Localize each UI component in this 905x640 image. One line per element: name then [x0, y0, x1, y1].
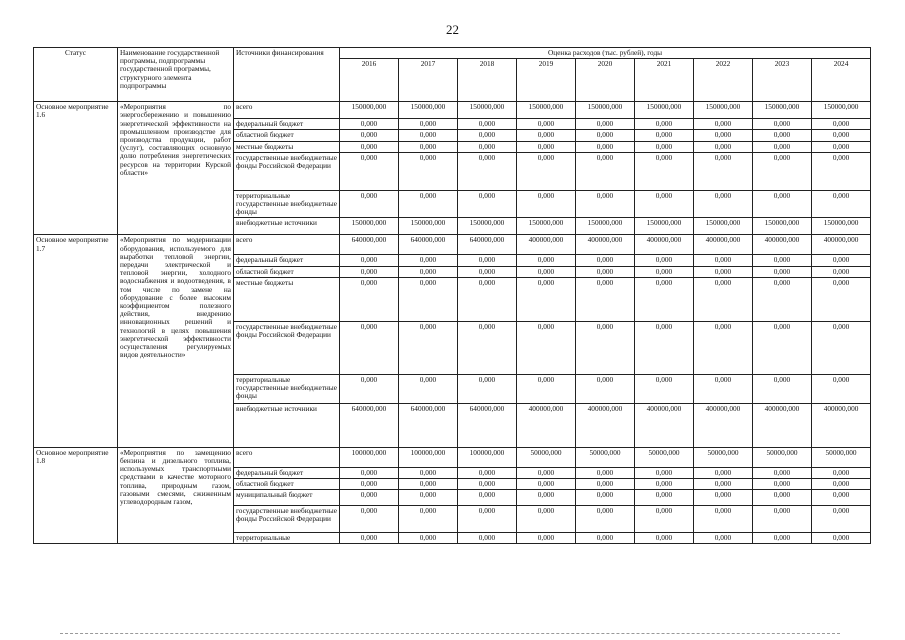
amount-cell: 0,000 [753, 277, 812, 321]
amount-cell: 0,000 [753, 490, 812, 506]
amount-cell: 0,000 [812, 190, 871, 218]
funding-source-cell: федеральный бюджет [234, 467, 340, 478]
amount-cell: 0,000 [517, 190, 576, 218]
amount-cell: 0,000 [635, 266, 694, 277]
amount-cell: 0,000 [576, 374, 635, 403]
amount-cell: 0,000 [635, 321, 694, 374]
amount-cell: 0,000 [340, 490, 399, 506]
table-header [34, 48, 871, 102]
amount-cell: 0,000 [399, 152, 458, 190]
amount-cell: 0,000 [576, 141, 635, 152]
amount-cell: 0,000 [399, 374, 458, 403]
amount-cell: 0,000 [576, 119, 635, 130]
amount-cell: 0,000 [458, 533, 517, 544]
amount-cell: 0,000 [694, 479, 753, 490]
amount-cell: 0,000 [517, 255, 576, 266]
measure-name-cell: «Мероприятия по модернизации оборудования, используемого для выработки тепловой энергии, передачи электрической и тепловой энергии, холодного водоснабжения и водоотведения, в том числе по замене на оборудование с более высоким коэффициентом полезного действия, внедрению инновационных решений и технологий в целях повышения энергетической эффективности осуществления регулируемых видов деятельности» [118, 235, 234, 447]
amount-cell: 0,000 [340, 255, 399, 266]
amount-cell: 0,000 [635, 130, 694, 141]
amount-cell: 0,000 [458, 152, 517, 190]
table-row [34, 447, 871, 467]
funding-source-cell: государственные внебюджетные фонды Российской Федерации [234, 321, 340, 374]
amount-cell: 0,000 [694, 277, 753, 321]
funding-source-cell: территориальные [234, 533, 340, 544]
amount-cell: 0,000 [458, 374, 517, 403]
amount-cell: 0,000 [753, 479, 812, 490]
amount-cell: 0,000 [458, 506, 517, 533]
amount-cell: 0,000 [812, 266, 871, 277]
amount-cell: 0,000 [340, 277, 399, 321]
amount-cell: 0,000 [458, 321, 517, 374]
amount-cell: 0,000 [812, 490, 871, 506]
funding-source-cell: всего [234, 102, 340, 119]
amount-cell: 0,000 [399, 506, 458, 533]
amount-cell: 400000,000 [694, 403, 753, 447]
amount-cell: 0,000 [694, 374, 753, 403]
funding-source-cell: внебюджетные источники [234, 218, 340, 235]
amount-cell: 0,000 [340, 141, 399, 152]
amount-cell: 0,000 [517, 533, 576, 544]
amount-cell: 400000,000 [812, 403, 871, 447]
funding-source-cell: территориальные государственные внебюджетные фонды [234, 374, 340, 403]
amount-cell: 0,000 [694, 490, 753, 506]
amount-cell: 0,000 [812, 374, 871, 403]
funding-source-cell: областной бюджет [234, 479, 340, 490]
amount-cell: 0,000 [517, 130, 576, 141]
amount-cell: 150000,000 [399, 218, 458, 235]
amount-cell: 0,000 [753, 190, 812, 218]
amount-cell: 0,000 [635, 490, 694, 506]
table-row [34, 102, 871, 119]
amount-cell: 50000,000 [635, 447, 694, 467]
amount-cell: 100000,000 [399, 447, 458, 467]
amount-cell: 150000,000 [576, 218, 635, 235]
amount-cell: 0,000 [812, 533, 871, 544]
amount-cell: 0,000 [517, 277, 576, 321]
amount-cell: 0,000 [753, 266, 812, 277]
amount-cell: 0,000 [694, 266, 753, 277]
amount-cell: 0,000 [753, 506, 812, 533]
page-number: 22 [446, 22, 459, 37]
amount-cell: 0,000 [576, 479, 635, 490]
amount-cell: 0,000 [576, 266, 635, 277]
amount-cell: 0,000 [753, 119, 812, 130]
amount-cell: 150000,000 [576, 102, 635, 119]
amount-cell: 0,000 [399, 255, 458, 266]
funding-source-cell: внебюджетные источники [234, 403, 340, 447]
amount-cell: 150000,000 [458, 218, 517, 235]
funding-source-cell: федеральный бюджет [234, 255, 340, 266]
amount-cell: 0,000 [517, 119, 576, 130]
amount-cell: 0,000 [340, 479, 399, 490]
amount-cell: 0,000 [399, 130, 458, 141]
header-year: 2017 [399, 59, 458, 102]
amount-cell: 0,000 [812, 141, 871, 152]
amount-cell: 0,000 [635, 533, 694, 544]
amount-cell: 640000,000 [340, 235, 399, 255]
amount-cell: 0,000 [458, 119, 517, 130]
amount-cell: 400000,000 [576, 403, 635, 447]
amount-cell: 0,000 [812, 321, 871, 374]
amount-cell: 150000,000 [458, 102, 517, 119]
amount-cell: 0,000 [635, 152, 694, 190]
amount-cell: 0,000 [458, 467, 517, 478]
amount-cell: 150000,000 [635, 218, 694, 235]
funding-source-cell: областной бюджет [234, 130, 340, 141]
amount-cell: 640000,000 [399, 403, 458, 447]
amount-cell: 100000,000 [458, 447, 517, 467]
amount-cell: 0,000 [399, 533, 458, 544]
funding-source-cell: территориальные государственные внебюджетные фонды [234, 190, 340, 218]
amount-cell: 0,000 [458, 490, 517, 506]
amount-cell: 0,000 [399, 467, 458, 478]
amount-cell: 50000,000 [576, 447, 635, 467]
status-cell: Основное мероприятие 1.7 [34, 235, 118, 447]
amount-cell: 0,000 [576, 130, 635, 141]
amount-cell: 150000,000 [340, 102, 399, 119]
amount-cell: 0,000 [812, 152, 871, 190]
header-year: 2020 [576, 59, 635, 102]
header-year: 2021 [635, 59, 694, 102]
amount-cell: 400000,000 [517, 235, 576, 255]
header-year: 2022 [694, 59, 753, 102]
amount-cell: 0,000 [812, 506, 871, 533]
amount-cell: 0,000 [517, 467, 576, 478]
amount-cell: 0,000 [458, 190, 517, 218]
amount-cell: 400000,000 [635, 235, 694, 255]
amount-cell: 0,000 [576, 467, 635, 478]
amount-cell: 0,000 [340, 130, 399, 141]
amount-cell: 0,000 [694, 130, 753, 141]
status-cell: Основное мероприятие 1.6 [34, 102, 118, 235]
amount-cell: 0,000 [812, 255, 871, 266]
table-row [34, 235, 871, 255]
amount-cell: 0,000 [694, 467, 753, 478]
amount-cell: 0,000 [635, 255, 694, 266]
header-year: 2019 [517, 59, 576, 102]
amount-cell: 0,000 [694, 255, 753, 266]
amount-cell: 0,000 [812, 130, 871, 141]
funding-source-cell: муниципальный бюджет [234, 490, 340, 506]
amount-cell: 400000,000 [753, 235, 812, 255]
amount-cell: 0,000 [517, 479, 576, 490]
funding-source-cell: местные бюджеты [234, 277, 340, 321]
amount-cell: 0,000 [517, 490, 576, 506]
header-year: 2016 [340, 59, 399, 102]
amount-cell: 0,000 [340, 266, 399, 277]
amount-cell: 0,000 [753, 467, 812, 478]
amount-cell: 0,000 [694, 141, 753, 152]
page-bottom-rule [60, 633, 840, 636]
amount-cell: 640000,000 [399, 235, 458, 255]
budget-table [33, 47, 871, 544]
funding-source-cell: федеральный бюджет [234, 119, 340, 130]
amount-cell: 0,000 [635, 141, 694, 152]
amount-cell: 400000,000 [576, 235, 635, 255]
amount-cell: 0,000 [517, 374, 576, 403]
amount-cell: 0,000 [517, 321, 576, 374]
amount-cell: 0,000 [458, 479, 517, 490]
amount-cell: 0,000 [753, 152, 812, 190]
amount-cell: 0,000 [576, 490, 635, 506]
amount-cell: 0,000 [517, 141, 576, 152]
amount-cell: 0,000 [340, 467, 399, 478]
amount-cell: 0,000 [340, 152, 399, 190]
header-year: 2024 [812, 59, 871, 102]
header-year: 2018 [458, 59, 517, 102]
amount-cell: 0,000 [399, 190, 458, 218]
amount-cell: 0,000 [635, 190, 694, 218]
funding-source-cell: государственные внебюджетные фонды Российской Федерации [234, 506, 340, 533]
amount-cell: 400000,000 [517, 403, 576, 447]
amount-cell: 0,000 [635, 479, 694, 490]
amount-cell: 150000,000 [635, 102, 694, 119]
amount-cell: 150000,000 [694, 218, 753, 235]
amount-cell: 0,000 [812, 119, 871, 130]
amount-cell: 150000,000 [517, 218, 576, 235]
amount-cell: 0,000 [694, 506, 753, 533]
amount-cell: 0,000 [399, 266, 458, 277]
amount-cell: 0,000 [458, 130, 517, 141]
amount-cell: 0,000 [399, 277, 458, 321]
table-body [34, 102, 871, 544]
funding-source-cell: местные бюджеты [234, 141, 340, 152]
amount-cell: 150000,000 [753, 218, 812, 235]
amount-cell: 150000,000 [812, 102, 871, 119]
amount-cell: 0,000 [399, 119, 458, 130]
amount-cell: 0,000 [576, 506, 635, 533]
amount-cell: 0,000 [635, 467, 694, 478]
amount-cell: 0,000 [340, 374, 399, 403]
amount-cell: 0,000 [340, 119, 399, 130]
amount-cell: 0,000 [458, 141, 517, 152]
status-cell: Основное мероприятие 1.8 [34, 447, 118, 544]
amount-cell: 150000,000 [399, 102, 458, 119]
amount-cell: 0,000 [812, 277, 871, 321]
amount-cell: 50000,000 [812, 447, 871, 467]
amount-cell: 0,000 [399, 490, 458, 506]
amount-cell: 0,000 [753, 374, 812, 403]
amount-cell: 150000,000 [753, 102, 812, 119]
header-year: 2023 [753, 59, 812, 102]
amount-cell: 0,000 [340, 190, 399, 218]
amount-cell: 400000,000 [753, 403, 812, 447]
amount-cell: 0,000 [812, 467, 871, 478]
amount-cell: 0,000 [458, 255, 517, 266]
amount-cell: 0,000 [517, 152, 576, 190]
amount-cell: 0,000 [458, 266, 517, 277]
amount-cell: 0,000 [517, 506, 576, 533]
measure-name-cell: «Мероприятия по замещению бензина и дизельного топлива, используемых транспортными средствами в качестве моторного топлива, природным газом, газовыми смесями, сжиженным углеводородным газом, [118, 447, 234, 544]
header-estimate: Оценка расходов (тыс. рублей), годы [340, 48, 871, 59]
amount-cell: 0,000 [694, 190, 753, 218]
funding-source-cell: всего [234, 235, 340, 255]
funding-source-cell: всего [234, 447, 340, 467]
amount-cell: 0,000 [458, 277, 517, 321]
amount-cell: 0,000 [635, 374, 694, 403]
amount-cell: 0,000 [753, 255, 812, 266]
amount-cell: 50000,000 [517, 447, 576, 467]
amount-cell: 400000,000 [812, 235, 871, 255]
amount-cell: 150000,000 [812, 218, 871, 235]
amount-cell: 0,000 [576, 321, 635, 374]
amount-cell: 0,000 [340, 321, 399, 374]
amount-cell: 0,000 [635, 119, 694, 130]
amount-cell: 400000,000 [635, 403, 694, 447]
amount-cell: 50000,000 [694, 447, 753, 467]
header-name: Наименование государственной программы, подпрограммы государственной программы, структурного элемента подпрограммы [118, 48, 234, 102]
amount-cell: 0,000 [576, 255, 635, 266]
amount-cell: 100000,000 [340, 447, 399, 467]
amount-cell: 0,000 [753, 321, 812, 374]
amount-cell: 50000,000 [753, 447, 812, 467]
amount-cell: 0,000 [753, 141, 812, 152]
amount-cell: 0,000 [635, 506, 694, 533]
amount-cell: 0,000 [694, 533, 753, 544]
amount-cell: 0,000 [753, 130, 812, 141]
amount-cell: 150000,000 [694, 102, 753, 119]
amount-cell: 0,000 [576, 533, 635, 544]
amount-cell: 0,000 [399, 479, 458, 490]
header-status: Статус [34, 48, 118, 102]
amount-cell: 640000,000 [340, 403, 399, 447]
amount-cell: 0,000 [340, 506, 399, 533]
amount-cell: 640000,000 [458, 235, 517, 255]
amount-cell: 0,000 [340, 533, 399, 544]
amount-cell: 150000,000 [340, 218, 399, 235]
amount-cell: 0,000 [694, 152, 753, 190]
header-sources: Источники финансирования [234, 48, 340, 102]
amount-cell: 0,000 [399, 141, 458, 152]
amount-cell: 0,000 [399, 321, 458, 374]
amount-cell: 0,000 [694, 119, 753, 130]
amount-cell: 0,000 [576, 190, 635, 218]
funding-source-cell: государственные внебюджетные фонды Российской Федерации [234, 152, 340, 190]
amount-cell: 0,000 [576, 152, 635, 190]
amount-cell: 0,000 [576, 277, 635, 321]
funding-source-cell: областной бюджет [234, 266, 340, 277]
amount-cell: 640000,000 [458, 403, 517, 447]
amount-cell: 400000,000 [694, 235, 753, 255]
amount-cell: 0,000 [694, 321, 753, 374]
measure-name-cell: «Мероприятия по энергосбережению и повышению энергетической эффективности на промышленном производстве для производства продукции, работ (услуг), составляющих основную долю потребления энергетических ресурсов на территории Курской области» [118, 102, 234, 235]
amount-cell: 150000,000 [517, 102, 576, 119]
amount-cell: 0,000 [635, 277, 694, 321]
amount-cell: 0,000 [753, 533, 812, 544]
amount-cell: 0,000 [517, 266, 576, 277]
amount-cell: 0,000 [812, 479, 871, 490]
